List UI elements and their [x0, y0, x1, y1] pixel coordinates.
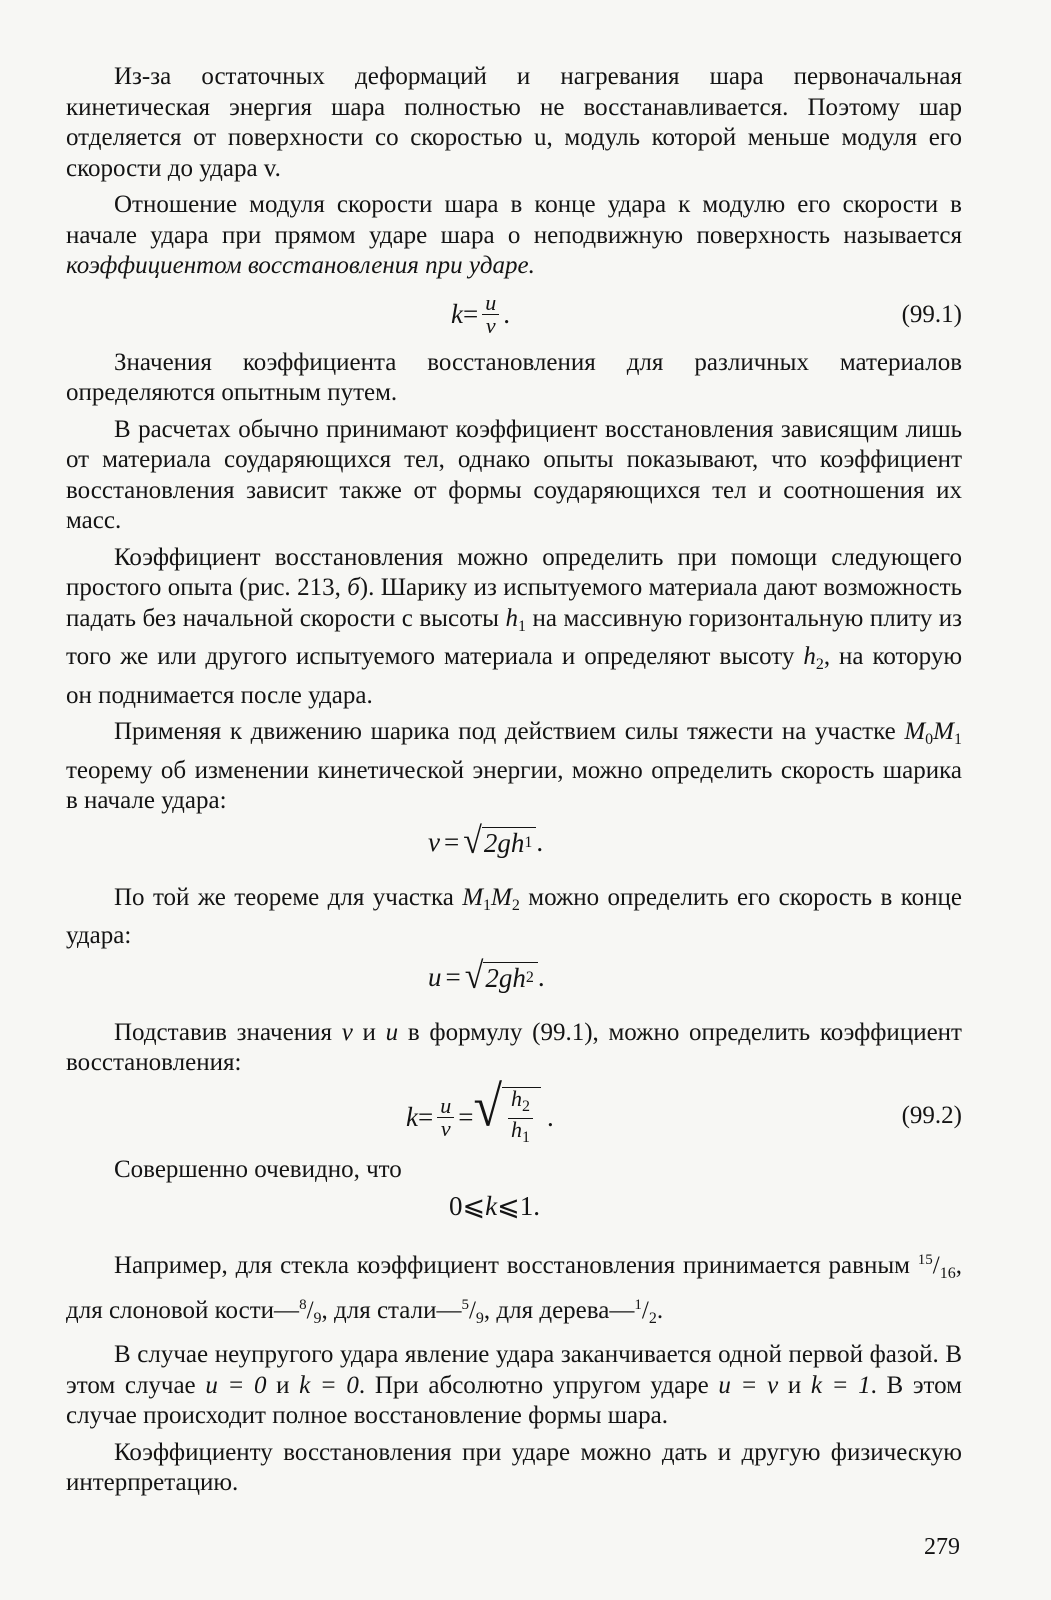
- p5-text-g: , на которую он поднимается после удара.: [66, 643, 962, 709]
- f4-sqrt: [473, 1075, 541, 1149]
- wood-denominator: 2: [648, 1309, 657, 1327]
- formula-v-sqrt: [66, 820, 962, 875]
- page-number: 279: [924, 1534, 960, 1560]
- formula-99-2: [66, 1075, 962, 1147]
- p11-eq-uv: u = v: [718, 1371, 779, 1399]
- sqrt-sign: √: [473, 1075, 502, 1139]
- glass-denominator: 16: [939, 1265, 956, 1282]
- m0-subscript: 0: [925, 731, 934, 748]
- f4-tail: .: [547, 1102, 554, 1133]
- f2-sqrt: [463, 820, 536, 862]
- formula-u-sqrt: [66, 955, 962, 1010]
- p8-v-symbol: v: [341, 1018, 353, 1046]
- p5-text-a: Коэффициент восстановления можно определить при помощи следующего простого опыта (рис. 213,: [66, 543, 962, 601]
- glass-numerator: 15: [917, 1252, 933, 1268]
- paragraph-material-values: Например, для стекла коэффициент восстановления принимается равным $^{15}/_{16}$, для слоновой $кости—^8/_9$, для $стали—^5/_9$, для $дерева—^1/_2$.: [66, 1252, 962, 1327]
- equation-number-99-2: (99.2): [901, 1101, 962, 1129]
- p6-text-a: Применяя к движению шарика под действием силы тяжести на участке: [114, 718, 905, 745]
- paragraph-substitution: [66, 1018, 962, 1079]
- f5-rel1: ⩽: [462, 1191, 486, 1221]
- steel-numerator: 5: [461, 1296, 469, 1313]
- h1-subscript: 1: [518, 617, 526, 635]
- p11-text-b: . При абсолютно упругом ударе: [358, 1371, 719, 1399]
- p11-eq-k0: k = 0: [299, 1371, 359, 1399]
- p7-m1-symbol: M: [462, 883, 484, 911]
- p8-text-a: Подставив значения: [114, 1018, 342, 1046]
- p11-and1: и: [266, 1371, 300, 1399]
- paragraph-calculation-assumption: В расчетах обычно принимают коэффициент восстановления зависящим лишь от материала соударяющихся тел, однако опыты показывают, что коэффициент восстановления зависит также от формы соударяющихся тел и соотношения их масс.: [66, 415, 962, 534]
- f5-var: k: [485, 1191, 498, 1221]
- p11-and2: и: [778, 1371, 811, 1399]
- f4-eq2: =: [458, 1102, 474, 1133]
- f4-denominator: v: [440, 1116, 451, 1141]
- p6-text-b: теорему об изменении кинетической энергии, можно определить скорость шарика в начале удара:: [66, 756, 962, 814]
- f5-left: 0: [449, 1191, 463, 1221]
- f4-numerator: u: [437, 1095, 454, 1118]
- f1-lhs: k: [451, 298, 463, 329]
- f4-fraction: [437, 1095, 454, 1140]
- f3-radicand-subscript: 2: [525, 968, 534, 986]
- f3-tail: .: [537, 962, 545, 992]
- f5-rel2: ⩽: [497, 1191, 520, 1221]
- p11-text-c: . В этом случае происходит полное восстановление формы шара.: [66, 1371, 962, 1429]
- ivory-denominator: 9: [313, 1309, 322, 1327]
- f3-lhs: u: [428, 962, 442, 992]
- h2-subscript: 2: [815, 656, 824, 673]
- m1-subscript: 1: [954, 731, 962, 748]
- paragraph-experimental-values: Значения коэффициента восстановления для различных материалов определяются опытным путем.: [66, 348, 962, 406]
- f2-radicand: 2gh: [483, 827, 525, 858]
- f2-lhs: v: [428, 827, 440, 857]
- p5-text-c: ). Шарику из испытуемого материала дают возможность падать без начальной скорости с высоты: [66, 574, 962, 632]
- page-body: [66, 62, 962, 1505]
- steel-denominator: 9: [475, 1309, 484, 1327]
- f5-right: 1: [519, 1191, 534, 1221]
- definition-text: Отношение модуля скорости шара в конце удара к модулю его скорости в начале удара при прямом ударе шара о неподвижную поверхность называется: [66, 191, 962, 249]
- h1-symbol: h: [505, 604, 518, 632]
- f4-eq1: =: [417, 1102, 434, 1133]
- p7-m1-subscript: 1: [483, 896, 492, 914]
- paragraph-end-velocity: [66, 883, 962, 952]
- f4-ratio-den: h: [511, 1116, 522, 1142]
- f2-radicand-subscript: 1: [524, 833, 533, 851]
- f4-lhs: k: [406, 1102, 418, 1133]
- f3-eq: =: [445, 962, 461, 992]
- f4-ratio-den-sub: 1: [522, 1128, 530, 1146]
- f4-ratio-num: h: [511, 1085, 522, 1111]
- f1-numerator: u: [482, 292, 499, 315]
- p10-text-d: , для дерева—: [483, 1296, 635, 1324]
- paragraph-experiment-description: [66, 543, 962, 712]
- paragraph-energy-theorem: [66, 717, 962, 817]
- f1-denominator: v: [485, 312, 496, 338]
- f2-tail: .: [536, 827, 544, 857]
- formula-bounds: [66, 1191, 962, 1237]
- f2-eq: =: [443, 827, 460, 857]
- h2-symbol: h: [803, 643, 816, 670]
- sqrt-sign: √: [463, 820, 482, 862]
- formula-99-1: [66, 288, 962, 340]
- m1-symbol: M: [933, 718, 954, 745]
- p7-text-a: По той же теореме для участка: [114, 883, 463, 911]
- p8-and: и: [352, 1018, 386, 1046]
- p5-text-e: на массивную горизонтальную плиту из того же или другого испытуемого материала и определяют высоту: [66, 604, 962, 670]
- paragraph-interpretation: Коэффициенту восстановления при ударе можно дать и другую физическую интерпретацию.: [66, 1438, 962, 1496]
- p11-eq-u0: u = 0: [205, 1371, 267, 1399]
- p7-m2-subscript: 2: [511, 896, 520, 914]
- p10-text-b: , для слоновой кости—: [66, 1252, 962, 1324]
- f5-tail: .: [533, 1191, 540, 1221]
- f3-sqrt: [464, 955, 538, 997]
- paragraph-inelastic-elastic: [66, 1340, 962, 1432]
- f1-tail: .: [503, 298, 510, 329]
- f1-eq: =: [462, 298, 479, 329]
- sqrt-sign: √: [464, 955, 484, 997]
- ivory-numerator: 8: [299, 1296, 307, 1313]
- f4-ratio-num-sub: 2: [522, 1097, 530, 1115]
- figure-letter: б: [347, 574, 360, 601]
- f3-radicand: 2gh: [485, 962, 526, 993]
- p8-u-symbol: u: [385, 1018, 399, 1046]
- p10-text-a: Например, для стекла коэффициент восстановления принимается равным: [114, 1252, 918, 1279]
- p10-text-c: , для стали—: [321, 1296, 462, 1324]
- term-restitution-coefficient: коэффициентом восстановления при ударе.: [66, 252, 535, 279]
- p7-m2-symbol: M: [491, 883, 512, 911]
- p8-text-b: в формулу (99.1), можно определить коэффициент восстановления:: [66, 1018, 962, 1076]
- p7-text-b: можно определить его скорость в конце удара:: [66, 883, 962, 949]
- p11-text-a: В случае неупругого удара явление удара заканчивается одной первой фазой. В этом случае: [66, 1341, 962, 1399]
- equation-number-99-1: (99.1): [901, 300, 962, 328]
- paragraph-restitution-definition: [66, 190, 962, 282]
- m0-symbol: M: [904, 718, 926, 745]
- paragraph-residual-deformation: Из-за остаточных деформаций и нагревания шара первоначальная кинетическая энергия шара полностью не восстанавливается. Поэтому шар отделяется от поверхности со скоростью u, модуль которой меньше модуля его скорости до удара v.: [66, 63, 962, 182]
- f4-height-ratio: [508, 1085, 533, 1149]
- p10-text-e: .: [656, 1296, 664, 1324]
- p11-eq-k1: k = 1: [810, 1371, 871, 1399]
- f1-fraction: [482, 289, 499, 338]
- paragraph-obvious: Совершенно очевидно, что: [114, 1155, 402, 1183]
- wood-numerator: 1: [634, 1296, 642, 1313]
